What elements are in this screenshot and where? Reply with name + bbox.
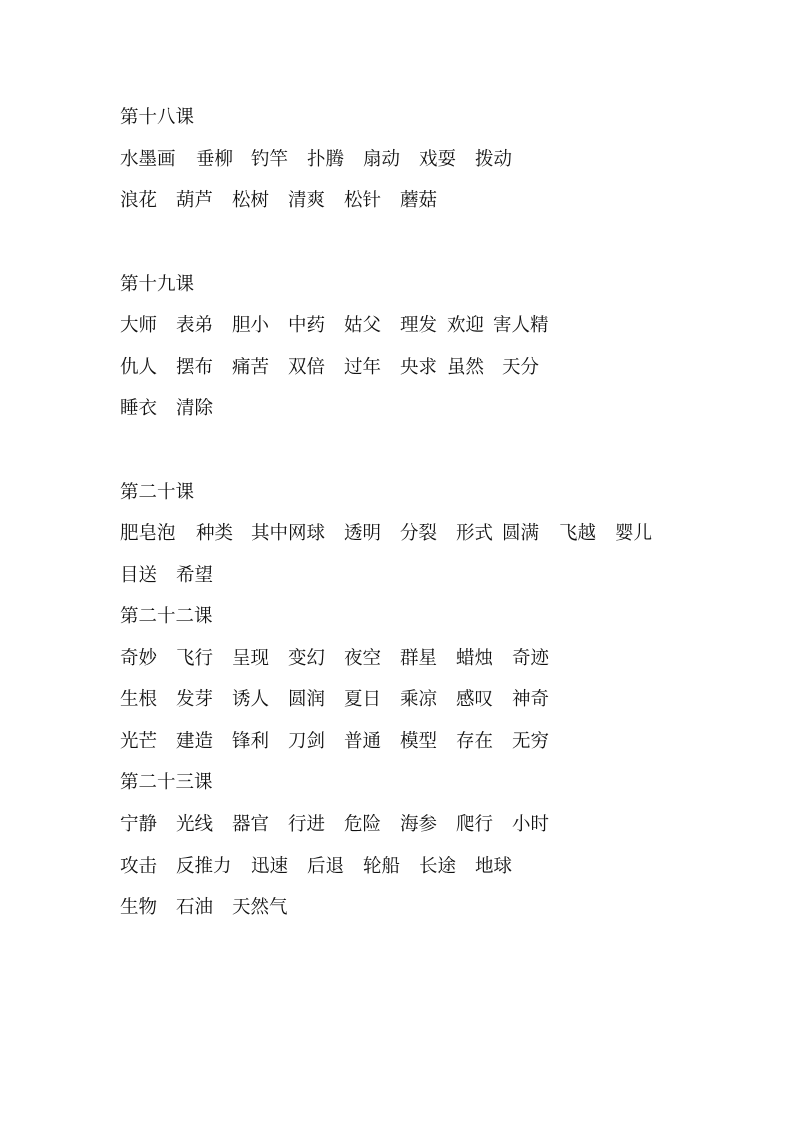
vocab-word: 普通	[344, 731, 382, 752]
vocab-word: 神奇	[512, 689, 550, 710]
vocab-word: 胆小	[232, 315, 270, 336]
vocab-word: 松树	[232, 190, 270, 211]
vocab-word: 刀剑	[288, 731, 326, 752]
vocab-word: 分裂	[400, 523, 438, 544]
vocab-word: 浪花	[120, 190, 158, 211]
vocab-word: 扇动	[363, 149, 401, 170]
vocab-word: 水墨画	[120, 149, 176, 170]
vocab-word: 大师	[120, 315, 158, 336]
vocab-word: 痛苦	[232, 357, 270, 378]
vocab-word: 宁静	[120, 814, 158, 835]
vocab-word: 地球	[475, 856, 513, 877]
vocab-word: 葫芦	[176, 190, 214, 211]
vocab-word: 夜空	[344, 648, 382, 669]
vocab-word: 中药	[288, 315, 326, 336]
section-heading: 第二十课	[120, 482, 195, 503]
vocab-word: 圆润	[288, 689, 326, 710]
vocab-word: 虽然	[447, 357, 485, 378]
vocab-word: 拨动	[475, 149, 513, 170]
vocab-word: 央求	[400, 357, 438, 378]
vocab-word: 海参	[400, 814, 438, 835]
vocab-word: 奇迹	[512, 648, 550, 669]
vocab-word: 建造	[176, 731, 214, 752]
vocab-word: 松针	[344, 190, 382, 211]
vocab-word: 生根	[120, 689, 158, 710]
vocab-word: 器官	[232, 814, 270, 835]
vocab-word: 希望	[176, 565, 214, 586]
vocab-word: 清爽	[288, 190, 326, 211]
vocab-word: 种类	[196, 523, 234, 544]
vocab-word: 婴儿	[615, 523, 653, 544]
vocab-word: 迅速	[251, 856, 289, 877]
vocab-word: 清除	[176, 398, 214, 419]
vocab-word: 飞行	[176, 648, 214, 669]
vocab-word: 钓竿	[251, 149, 289, 170]
vocab-word: 蜡烛	[456, 648, 494, 669]
vocab-word: 无穷	[512, 731, 550, 752]
vocab-word: 石油	[176, 897, 214, 918]
vocab-word: 群星	[400, 648, 438, 669]
vocab-word: 诱人	[232, 689, 270, 710]
vocab-word: 天然气	[232, 897, 288, 918]
vocab-word: 存在	[456, 731, 494, 752]
vocab-word: 摆布	[176, 357, 214, 378]
section-heading: 第二十二课	[120, 606, 213, 627]
vocab-word: 夏日	[344, 689, 382, 710]
vocab-word: 生物	[120, 897, 158, 918]
vocab-word: 后退	[307, 856, 345, 877]
section-heading: 第二十三课	[120, 772, 213, 793]
vocab-word: 飞越	[559, 523, 597, 544]
vocab-word: 呈现	[232, 648, 270, 669]
vocab-word: 姑父	[344, 315, 382, 336]
vocab-word: 乘凉	[400, 689, 438, 710]
vocab-word: 圆满	[502, 523, 540, 544]
vocab-word: 欢迎	[447, 315, 485, 336]
vocab-word: 天分	[502, 357, 540, 378]
vocab-word: 其中网球	[251, 523, 326, 544]
vocab-word: 危险	[344, 814, 382, 835]
vocab-word: 奇妙	[120, 648, 158, 669]
vocab-word: 睡衣	[120, 398, 158, 419]
vocab-word: 攻击	[120, 856, 158, 877]
vocab-word: 光线	[176, 814, 214, 835]
vocab-word: 害人精	[493, 315, 549, 336]
vocab-word: 扑腾	[307, 149, 345, 170]
vocab-word: 双倍	[288, 357, 326, 378]
vocab-word: 发芽	[176, 689, 214, 710]
vocab-word: 过年	[344, 357, 382, 378]
vocab-word: 戏耍	[419, 149, 457, 170]
vocab-word: 肥皂泡	[120, 523, 176, 544]
vocab-word: 透明	[344, 523, 382, 544]
vocab-word: 长途	[419, 856, 457, 877]
vocab-word: 理发	[400, 315, 438, 336]
vocab-word: 表弟	[176, 315, 214, 336]
vocab-word: 变幻	[288, 648, 326, 669]
vocab-word: 蘑菇	[400, 190, 438, 211]
vocab-word: 爬行	[456, 814, 494, 835]
section-heading: 第十九课	[120, 274, 195, 295]
vocab-word: 光芒	[120, 731, 158, 752]
vocab-word: 行进	[288, 814, 326, 835]
vocab-word: 轮船	[363, 856, 401, 877]
section-heading: 第十八课	[120, 107, 195, 128]
vocab-word: 模型	[400, 731, 438, 752]
vocab-word: 仇人	[120, 357, 158, 378]
vocab-word: 目送	[120, 565, 158, 586]
vocab-word: 小时	[512, 814, 550, 835]
vocab-word: 反推力	[176, 856, 232, 877]
vocab-word: 感叹	[456, 689, 494, 710]
vocab-word: 形式	[456, 523, 494, 544]
vocab-word: 锋利	[232, 731, 270, 752]
vocab-word: 垂柳	[196, 149, 234, 170]
